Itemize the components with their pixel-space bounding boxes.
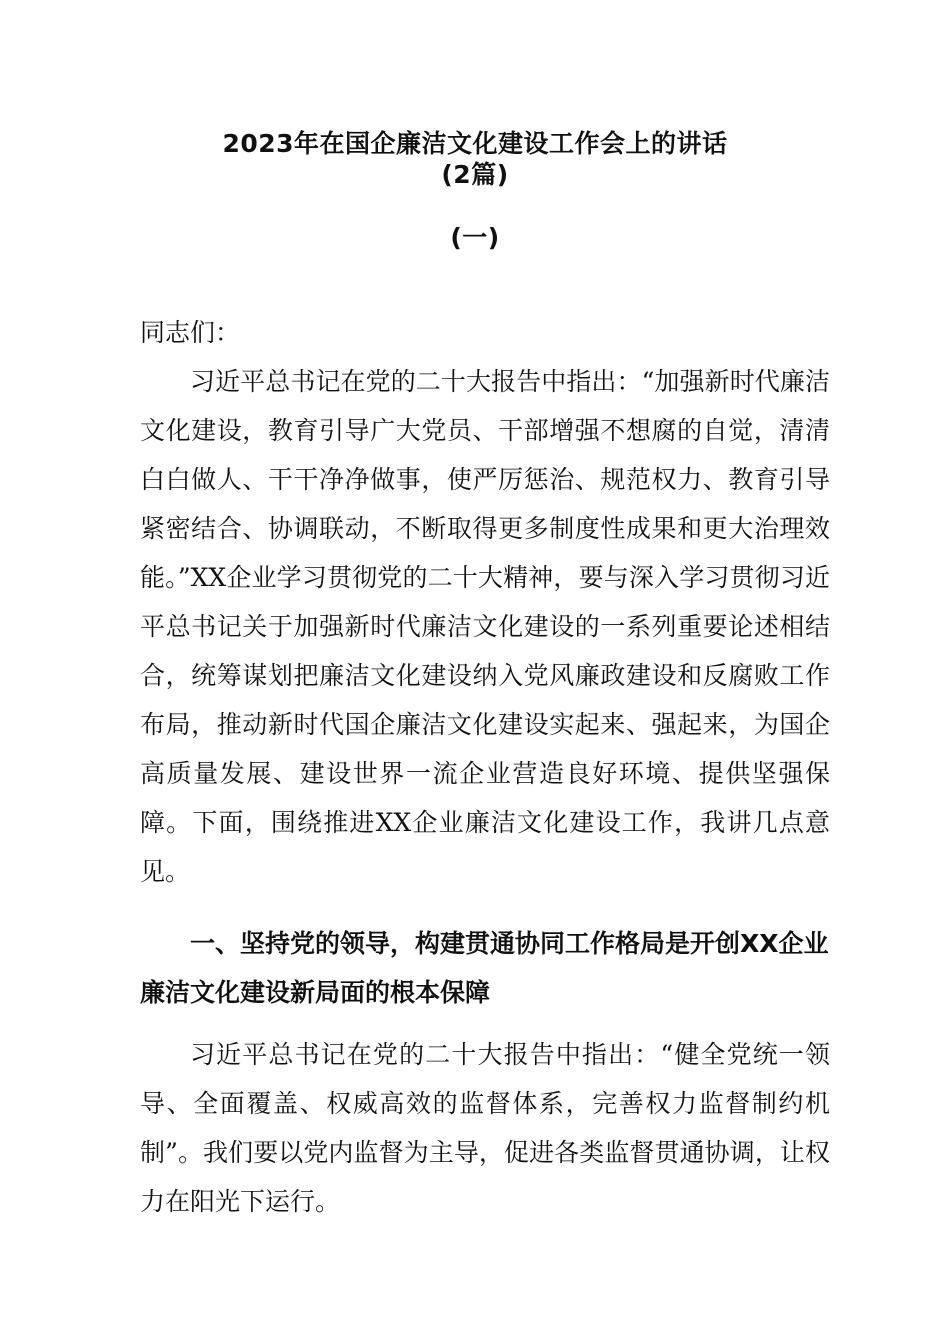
- part-label: (一): [450, 223, 500, 252]
- document-title: 2023年在国企廉洁文化建设工作会上的讲话: [222, 129, 728, 158]
- section-heading-1: 一、坚持党的领导，构建贯通协同工作格局是开创XX企业廉洁文化建设新局面的根本保障: [140, 929, 829, 1007]
- body-paragraph-2: 习近平总书记在党的二十大报告中指出：“健全党统一领导、全面覆盖、权威高效的监督体系，完善权力监督制约机制”。我们要以党内监督为主导，促进各类监督贯通协调，让权力在阳光下运行。: [140, 1040, 830, 1216]
- document-subtitle: (2篇): [441, 160, 509, 189]
- body-paragraph-1: 习近平总书记在党的二十大报告中指出：“加强新时代廉洁文化建设，教育引导广大党员、干部增强不想腐的自觉，清清白白做人、干干净净做事，使严厉惩治、规范权力、教育引导紧密结合、协调联动，不断取得更多制度性成果和更大治理效能。”XX企业学习贯彻党的二十大精神，要与深入学习贯彻习近平总书记关于加强新时代廉洁文化建设的一系列重要论述相结合，统筹谋划把廉洁文化建设纳入党风廉政建设和反腐败工作布局，推动新时代国企廉洁文化建设实起来、强起来，为国企高质量发展、建设世界一流企业营造良好环境、提供坚强保障。下面，围绕推进XX企业廉洁文化建设工作，我讲几点意见。: [140, 367, 830, 886]
- salutation: 同志们：: [140, 318, 241, 347]
